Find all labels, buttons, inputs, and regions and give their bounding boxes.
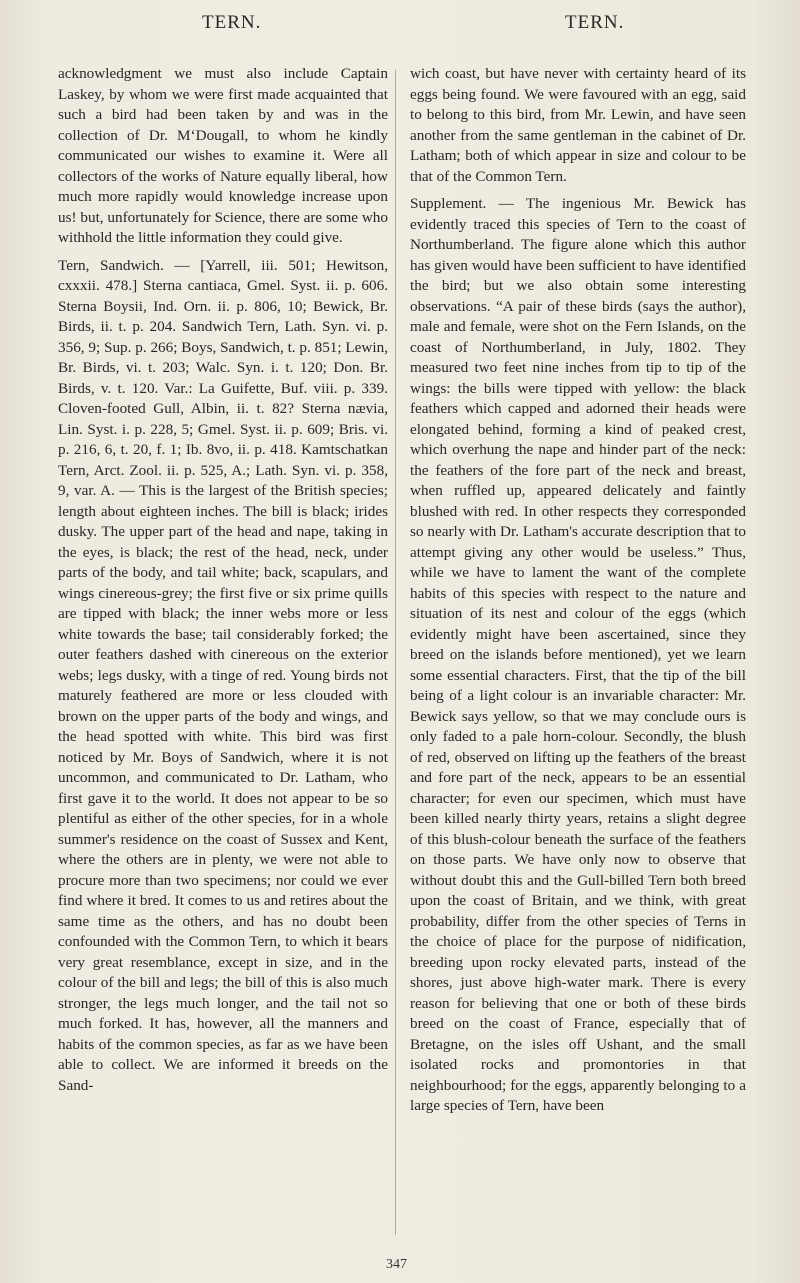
page-number: 347 (386, 1257, 407, 1272)
running-head-left: TERN. (202, 12, 262, 33)
column-divider (395, 70, 396, 1235)
left-column (58, 64, 388, 1096)
right-column (410, 64, 746, 1117)
running-head-right: TERN. (565, 12, 625, 33)
left-paragraph-continuation: acknowledgment we must also include Captain Laskey, by whom we were first made acquainted that such a bird had been taken by and was in the collection of Dr. M‘Dougall, to whom he kindly communicated our wishes to examine it. Were all collectors of the works of Nature equally liberal, how much more rapidly would knowledge increase upon us! but, unfortunately for Science, there are some who withhold the little information they could give. (58, 65, 388, 246)
sandwich-tern-entry: Tern, Sandwich. — [Yarrell, iii. 501; Hewitson, cxxxii. 478.] Sterna cantiaca, Gmel. Syst. ii. p. 606. Sterna Boysii, Ind. Orn. ii. p. 806, 10; Bewick, Br. Birds, ii. t. p. 204. Sandwich Tern, Lath. Syn. vi. p. 356, 9; Sup. p. 266; Boys, Sandwich, t. p. 851; Lewin, Br. Birds, vi. t. 203; Walc. Syn. i. t. 120; Don. Br. Birds, v. t. 120. Var.: La Guifette, Buf. viii. p. 339. Cloven-footed Gull, Albin, ii. t. 82? Sterna nævia, Lin. Syst. i. p. 228, 5; Gmel. Syst. ii. p. 609; Bris. vi. p. 216, 6, t. 20, f. 1; Ib. 8vo, ii. p. 418. Kamtschatkan Tern, Arct. Zool. ii. p. 525, A.; Lath. Syn. vi. p. 358, 9, var. A. — This is the largest of the British species; length about eighteen inches. The bill is black; irides dusky. The upper part of the head and nape, taking in the eyes, is black; the rest of the head, neck, under parts of the body, and tail white; back, scapulars, and wings cinereous-grey; the first five or six prime quills are tipped with black; the inner webs more or less white towards the base; tail considerably forked; the outer feathers dashed with cinereous on the exterior webs; legs dusky, with a tinge of red. Young birds not maturely feathered are more or less clouded with brown on the upper parts of the body and wings, and the head spotted with white. This bird was first noticed by Mr. Boys of Sandwich, where it is not uncommon, and communicated to Dr. Latham, who first gave it to the world. It does not appear to be so plentiful as either of the other species, for in a whole summer's residence on the coast of Sussex and Kent, where the others are in plenty, we were not able to procure more than two specimens; nor could we ever find where it bred. It comes to us and retires about the same time as the others, and has no doubt been confounded with the Common Tern, to which it bears very great resemblance, except in size, and in the colour of the bill and legs; the bill of this is also much stronger, the legs much longer, and the tail not so much forked. It has, however, all the manners and habits of the common species, as far as we have been able to collect. We are informed it breeds on the Sand- (58, 256, 388, 1094)
right-paragraph-continuation: wich coast, but have never with certainty heard of its eggs being found. We were favoured with an egg, said to belong to this bird, from Mr. Lewin, and have seen another from the same gentleman in the cabinet of Dr. Latham; both of which appear in size and colour to be that of the Common Tern. (410, 65, 746, 185)
supplement-paragraph: Supplement. — The ingenious Mr. Bewick has evidently traced this species of Tern to the coast of Northumberland. The figure alone which this author has given would have been sufficient to have identified the bird; but we also obtain some interesting observations. “A pair of these birds (says the author), male and female, were shot on the Fern Islands, on the coast of Northumberland, in July, 1802. They measured two feet nine inches from tip to tip of the wings: the bills were tipped with yellow: the black feathers which capped and adorned their heads were elongated behind, forming a kind of peaked crest, which overhung the nape and hinder part of the neck: the feathers of the fore part of the neck and breast, when ruffled up, appeared delicately and faintly blushed with red. In other respects they corresponded so nearly with Dr. Latham's accurate description that to attempt giving any other would be useless.” Thus, while we have to lament the want of the complete habits of this species with respect to the nature and situation of its nest and colour of the eggs (which evidently might have been ascertained, since they breed on the islands before mentioned), yet we learn some essential characters. First, that the tip of the bill being of a light colour is an invariable character: Mr. Bewick says yellow, so that we may conclude ours is only faded to a pale horn-colour. Secondly, the blush of red, observed on lifting up the feathers of the breast and fore part of the neck, appears to be an essential character; for even our specimen, which must have been killed nearly thirty years, retains a slight degree of this blush-colour beneath the surface of the feathers on those parts. We have only now to observe that without doubt this and the Gull-billed Tern both breed upon the coast of Britain, and we think, with great probability, differ from the other species of Terns in the choice of place for the purpose of nidification, breeding upon rocky elevated parts, instead of the shores, just above high-water mark. There is every reason for believing that one or both of these birds breed on the coast of France, especially that of Bretagne, on the isles off Ushant, and the small isolated rocks and promontories in that neighbourhood; for the eggs, apparently belonging to a large species of Tern, have been (410, 195, 746, 1114)
